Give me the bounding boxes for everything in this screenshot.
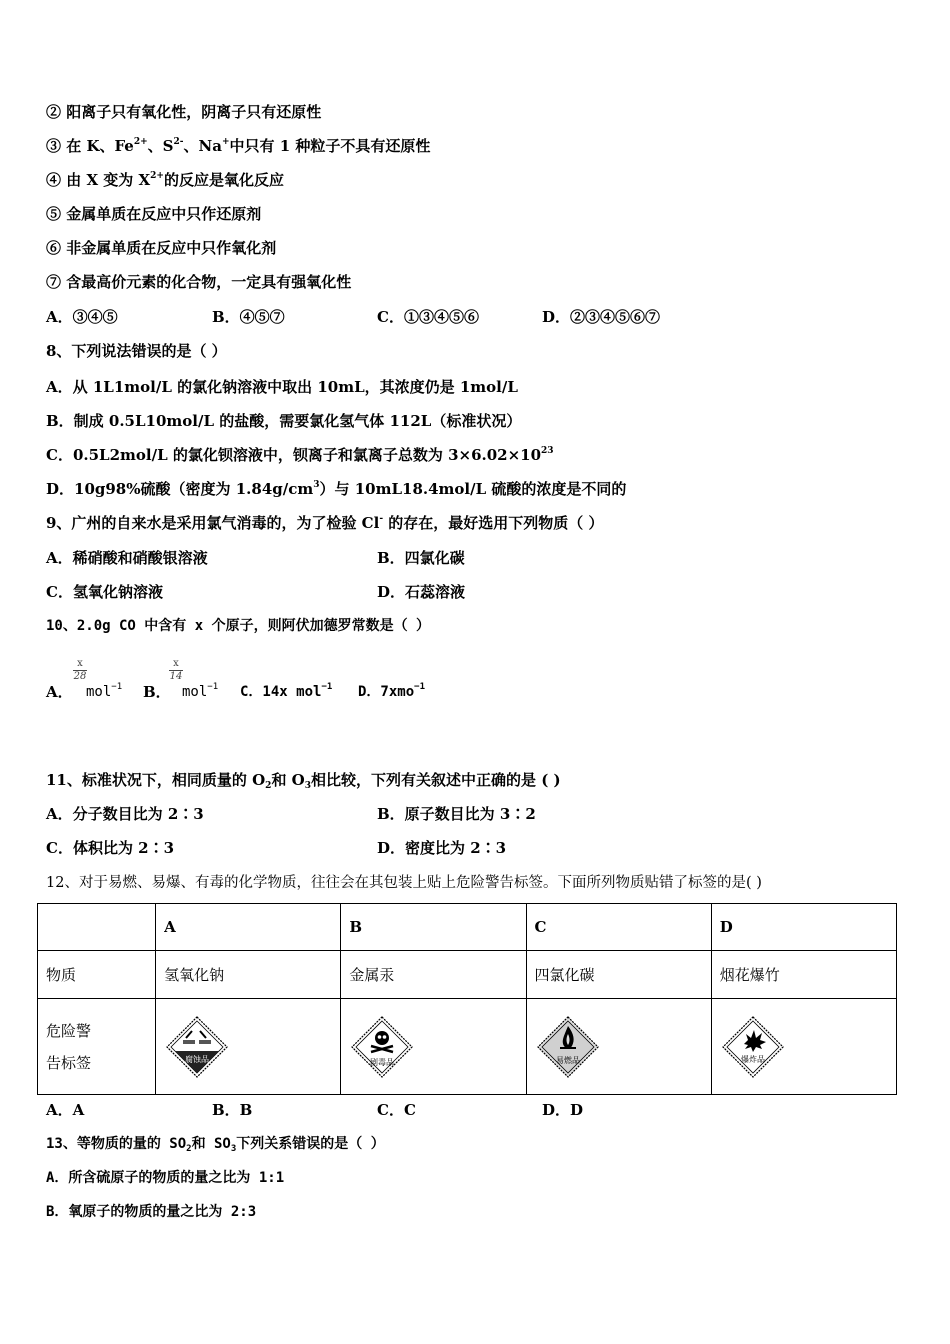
q11-option-d: D．密度比为 2∶3 [377,839,507,857]
substance-a: 氢氧化钠 [156,951,341,999]
substance-b: 金属汞 [341,951,526,999]
q8-stem: 8、下列说法错误的是（ ） [46,342,227,360]
sign-cell-c [526,999,711,1095]
q11-stem: 11、标准状况下，相同质量的 $O_2$和 $O_3$相比较，下列有关叙述中正确的是 ( ) [46,771,561,791]
q11-option-a: A．分子数目比为 2∶3 [46,805,204,823]
q10-option-a-fraction: $\frac{x}{28}$ [73,658,87,682]
q13-option-a: A．所含硫原子的物质的量之比为 1:1 [46,1170,285,1186]
row-label-warning: 危险警 告标签 [38,999,156,1095]
q10-option-a-label: A． [46,683,73,701]
q8-option-d: D．10g98%硫酸（密度为 $1.84g/cm^3$）与 10mL18.4mol/L 硫酸的浓度是不同的 [46,480,627,498]
q13-option-b: B．氧原子的物质的量之比为 2:3 [46,1204,257,1220]
flammable-flame-icon [537,1016,599,1078]
q9-option-b: B．四氯化碳 [377,549,465,567]
q9-stem: 9、广州的自来水是采用氯气消毒的，为了检验 Cl- 的存在，最好选用下列物质（ ） [46,514,604,532]
q10-option-b-label: B． [143,683,171,701]
q12-stem: 12、对于易燃、易爆、有毒的化学物质，往往会在其包装上贴上危险警告标签。下面所列物质贴错了标签的是( ) [46,875,762,891]
svg-text:爆炸品: 爆炸品 [740,1054,765,1064]
q7-item-3: ③ 在 K、$Fe^{2+}$、$S^{2-}$、Na+中只有 1 种粒子不具有还原性 [46,137,431,155]
q12-option-b: B．B [212,1101,253,1119]
q7-option-c: C．①③④⑤⑥ [377,308,479,326]
q8-option-a: A．从 1L1mol/L 的氯化钠溶液中取出 10mL，其浓度仍是 1mol/L [46,378,518,396]
q10-option-b-unit: mol$^{-1}$ [182,682,219,700]
q10-option-d: D．7xmo$^{-1}$ [358,682,425,700]
q10-option-a-unit: mol$^{-1}$ [86,682,123,700]
table-header-a: A [156,904,341,951]
table-header-b: B [341,904,526,951]
q7-item-7: ⑦ 含最高价元素的化合物，一定具有强氧化性 [46,273,352,291]
sign-cell-a [156,999,341,1095]
q10-stem: 10、2.0g CO 中含有 x 个原子，则阿伏加德罗常数是（ ） [46,618,431,634]
q11-option-b: B．原子数目比为 3∶2 [377,805,536,823]
hazard-label-table [37,903,897,1095]
q8-option-c: C．0.5L2mol/L 的氯化钡溶液中，钡离子和氯离子总数为 $3\times 6.02\times 10^{23}$ [46,446,554,464]
explosive-burst-icon [722,1016,784,1078]
q8-option-b: B．制成 0.5L10mol/L 的盐酸，需要氯化氢气体 112L（标准状况） [46,412,522,430]
q12-option-d: D．D [542,1101,584,1119]
table-header-d: D [711,904,896,951]
q13-stem: 13、等物质的量的 $SO_2$和 $SO_3$下列关系错误的是（ ） [46,1136,385,1154]
q7-option-d: D．②③④⑤⑥⑦ [542,308,661,326]
q7-item-5: ⑤ 金属单质在反应中只作还原剂 [46,205,262,223]
q7-item-4: ④ 由 X 变为 $X^{2+}$的反应是氧化反应 [46,171,284,189]
q7-item-2: ② 阳离子只有氧化性，阴离子只有还原性 [46,103,322,121]
substance-c: 四氯化碳 [526,951,711,999]
q9-option-d: D．石蕊溶液 [377,583,466,601]
q12-option-c: C．C [377,1101,416,1119]
q7-option-a: A．③④⑤ [46,308,118,326]
svg-text:剧毒品: 剧毒品 [370,1057,395,1067]
q10-option-b-fraction: $\frac{x}{14}$ [169,658,183,682]
svg-text:易燃品: 易燃品 [555,1055,580,1065]
substance-d: 烟花爆竹 [711,951,896,999]
q9-option-a: A．稀硝酸和硝酸银溶液 [46,549,208,567]
table-header-blank [38,904,156,951]
sign-cell-d [711,999,896,1095]
table-header-c: C [526,904,711,951]
q11-option-c: C．体积比为 2∶3 [46,839,175,857]
q10-option-c: C．14x mol$^{-1}$ [240,682,333,700]
q12-option-a: A．A [46,1101,85,1119]
corrosive-icon [166,1016,228,1078]
row-label-substance: 物质 [38,951,156,999]
q7-item-6: ⑥ 非金属单质在反应中只作氧化剂 [46,239,277,257]
q9-option-c: C．氢氧化钠溶液 [46,583,163,601]
svg-text:腐蚀品: 腐蚀品 [185,1054,210,1064]
q7-option-b: B．④⑤⑦ [212,308,285,326]
sign-cell-b [341,999,526,1095]
toxic-skull-icon [351,1016,413,1078]
